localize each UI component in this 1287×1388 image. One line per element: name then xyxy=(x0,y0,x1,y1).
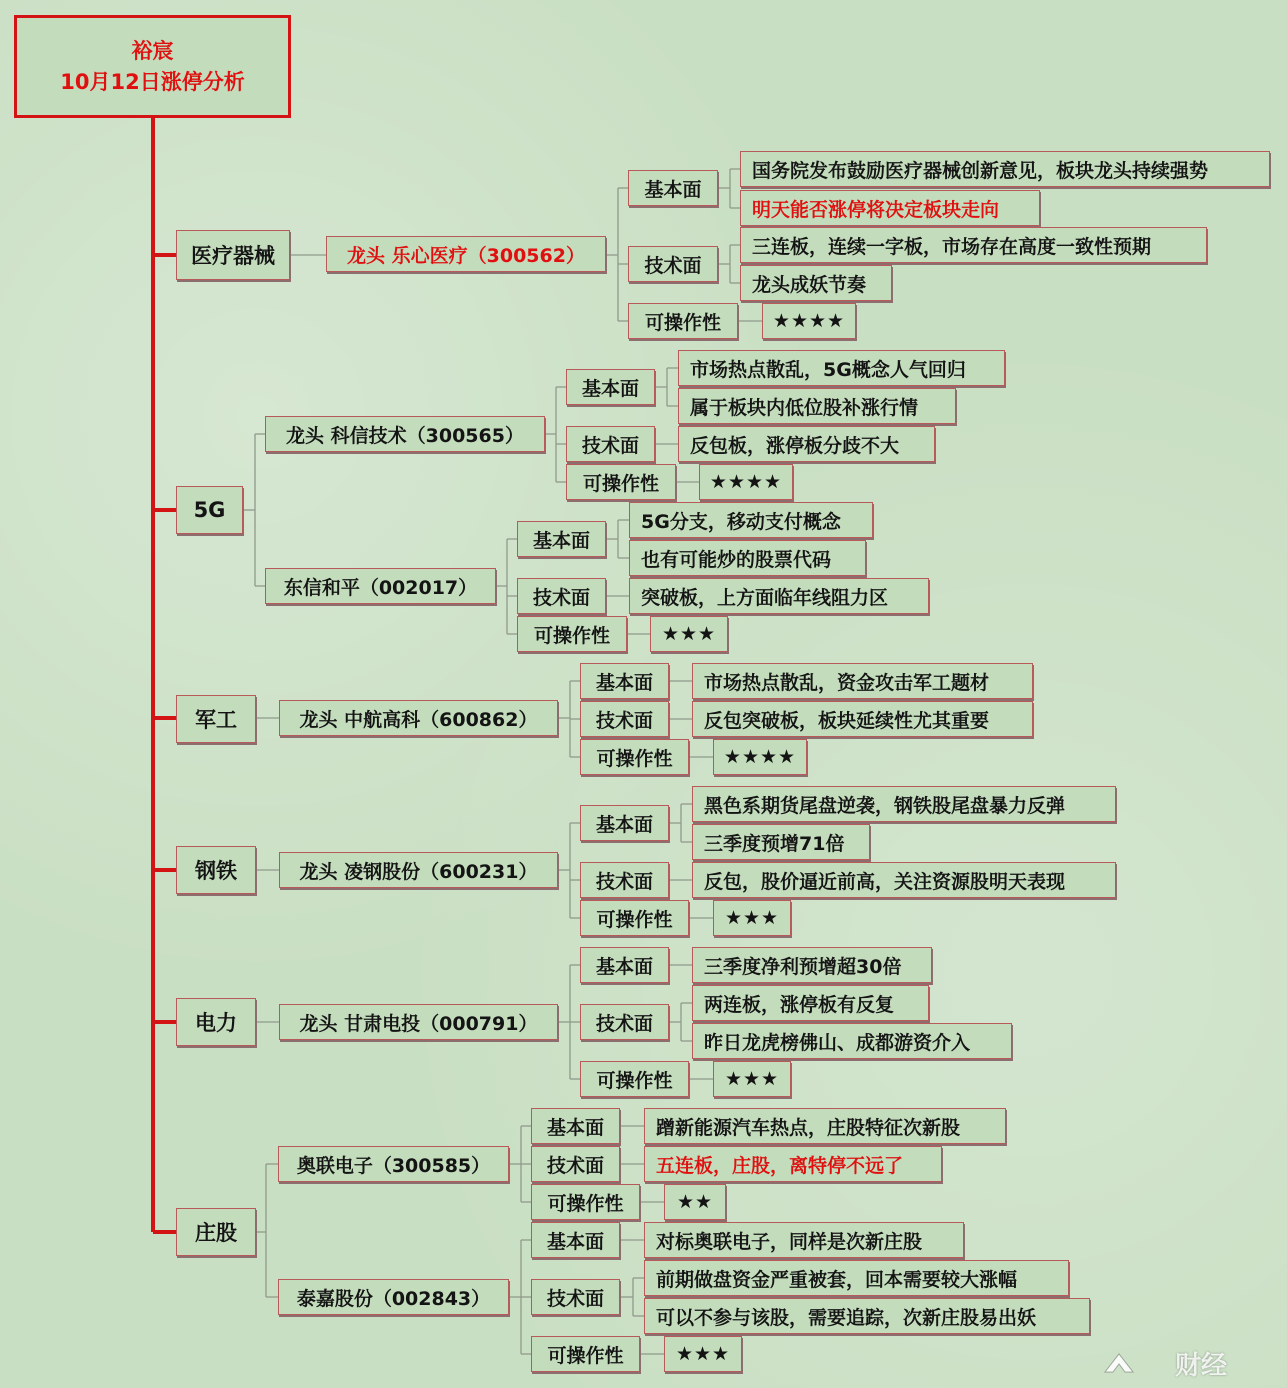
root-topic[interactable] xyxy=(14,15,291,118)
5g-s1-tech-1[interactable]: 反包板，涨停板分歧不大 xyxy=(678,426,935,462)
sector-military[interactable]: 军工 xyxy=(176,695,256,743)
military-tech-1[interactable]: 反包突破板，板块延续性尤其重要 xyxy=(692,701,1033,737)
stock-steel-leader[interactable]: 龙头 凌钢股份（600231） xyxy=(279,852,558,888)
label-fundamentals[interactable]: 基本面 xyxy=(531,1108,620,1144)
stock-power-leader[interactable]: 龙头 甘肃电投（000791） xyxy=(279,1004,558,1040)
label-operability[interactable]: 可操作性 xyxy=(531,1184,640,1220)
stock-5g-second[interactable]: 东信和平（002017） xyxy=(265,568,496,604)
label-technicals[interactable]: 技术面 xyxy=(531,1279,620,1315)
banker-s2-rating[interactable]: ★★★ xyxy=(664,1336,742,1372)
5g-s2-rating[interactable]: ★★★ xyxy=(650,616,728,652)
label-operability[interactable]: 可操作性 xyxy=(566,464,676,500)
5g-s2-tech-1[interactable]: 突破板，上方面临年线阻力区 xyxy=(629,578,929,614)
label-fundamentals[interactable]: 基本面 xyxy=(628,170,718,206)
label-technicals[interactable]: 技术面 xyxy=(580,1004,669,1040)
label-fundamentals[interactable]: 基本面 xyxy=(566,369,655,405)
label-fundamentals[interactable]: 基本面 xyxy=(531,1222,620,1258)
label-fundamentals[interactable]: 基本面 xyxy=(580,663,669,699)
stock-military-leader[interactable]: 龙头 中航高科（600862） xyxy=(279,700,558,736)
power-fund-1[interactable]: 三季度净利预增超30倍 xyxy=(692,947,932,983)
label-operability[interactable]: 可操作性 xyxy=(628,303,738,339)
label-technicals[interactable]: 技术面 xyxy=(580,862,669,898)
power-tech-1[interactable]: 两连板，涨停板有反复 xyxy=(692,985,929,1021)
label-operability[interactable]: 可操作性 xyxy=(580,900,689,936)
steel-fund-1[interactable]: 黑色系期货尾盘逆袭，钢铁股尾盘暴力反弹 xyxy=(692,786,1116,822)
medical-fund-1[interactable]: 国务院发布鼓励医疗器械创新意见，板块龙头持续强势 xyxy=(740,151,1270,187)
military-fund-1[interactable]: 市场热点散乱，资金攻击军工题材 xyxy=(692,663,1033,699)
military-rating[interactable]: ★★★★ xyxy=(713,739,807,775)
watermark-logo-icon xyxy=(1101,1350,1137,1380)
medical-tech-1[interactable]: 三连板，连续一字板，市场存在高度一致性预期 xyxy=(740,227,1207,263)
banker-s2-tech-1[interactable]: 前期做盘资金严重被套，回本需要较大涨幅 xyxy=(644,1260,1069,1296)
sector-power[interactable]: 电力 xyxy=(176,998,256,1046)
label-technicals[interactable]: 技术面 xyxy=(531,1146,620,1182)
sector-banker[interactable]: 庄股 xyxy=(176,1208,256,1256)
stock-banker-2[interactable]: 泰嘉股份（002843） xyxy=(278,1279,509,1315)
banker-s1-rating[interactable]: ★★ xyxy=(664,1184,726,1220)
5g-s1-fund-1[interactable]: 市场热点散乱，5G概念人气回归 xyxy=(678,350,1005,386)
5g-s2-fund-1[interactable]: 5G分支，移动支付概念 xyxy=(629,502,873,538)
banker-s1-tech-1[interactable]: 五连板，庄股，离特停不远了 xyxy=(644,1146,942,1182)
root-subtitle: 10月12日涨停分析 xyxy=(60,69,245,94)
sector-medical[interactable]: 医疗器械 xyxy=(176,230,290,280)
root-title: 裕宸 xyxy=(131,38,174,63)
steel-tech-1[interactable]: 反包，股价逼近前高，关注资源股明天表现 xyxy=(692,862,1116,898)
stock-5g-leader[interactable]: 龙头 科信技术（300565） xyxy=(265,416,545,452)
label-technicals[interactable]: 技术面 xyxy=(580,701,669,737)
5g-s1-rating[interactable]: ★★★★ xyxy=(699,464,793,500)
label-operability[interactable]: 可操作性 xyxy=(580,739,689,775)
power-rating[interactable]: ★★★ xyxy=(713,1061,791,1097)
medical-rating[interactable]: ★★★★ xyxy=(762,303,856,339)
label-operability[interactable]: 可操作性 xyxy=(531,1336,640,1372)
stock-banker-1[interactable]: 奥联电子（300585） xyxy=(278,1146,509,1182)
steel-rating[interactable]: ★★★ xyxy=(713,900,791,936)
watermark-text: 财经 xyxy=(1174,1351,1227,1381)
sector-5g[interactable]: 5G xyxy=(176,486,243,534)
label-operability[interactable]: 可操作性 xyxy=(517,616,627,652)
banker-s2-tech-2[interactable]: 可以不参与该股，需要追踪，次新庄股易出妖 xyxy=(644,1298,1090,1334)
label-technicals[interactable]: 技术面 xyxy=(517,578,606,614)
banker-s2-fund-1[interactable]: 对标奥联电子，同样是次新庄股 xyxy=(644,1222,964,1258)
sector-steel[interactable]: 钢铁 xyxy=(176,846,256,894)
label-fundamentals[interactable]: 基本面 xyxy=(580,947,669,983)
power-tech-2[interactable]: 昨日龙虎榜佛山、成都游资介入 xyxy=(692,1023,1012,1059)
label-operability[interactable]: 可操作性 xyxy=(580,1061,689,1097)
label-technicals[interactable]: 技术面 xyxy=(628,246,718,282)
5g-s2-fund-2[interactable]: 也有可能炒的股票代码 xyxy=(629,540,866,576)
medical-tech-2[interactable]: 龙头成妖节奏 xyxy=(740,265,892,301)
steel-fund-2[interactable]: 三季度预增71倍 xyxy=(692,824,870,860)
5g-s1-fund-2[interactable]: 属于板块内低位股补涨行情 xyxy=(678,388,956,424)
label-fundamentals[interactable]: 基本面 xyxy=(517,521,606,557)
stock-medical-leader[interactable]: 龙头 乐心医疗（300562） xyxy=(326,236,606,272)
label-fundamentals[interactable]: 基本面 xyxy=(580,805,669,841)
medical-fund-2[interactable]: 明天能否涨停将决定板块走向 xyxy=(740,190,1040,226)
label-technicals[interactable]: 技术面 xyxy=(566,426,655,462)
banker-s1-fund-1[interactable]: 蹭新能源汽车热点，庄股特征次新股 xyxy=(644,1108,1006,1144)
